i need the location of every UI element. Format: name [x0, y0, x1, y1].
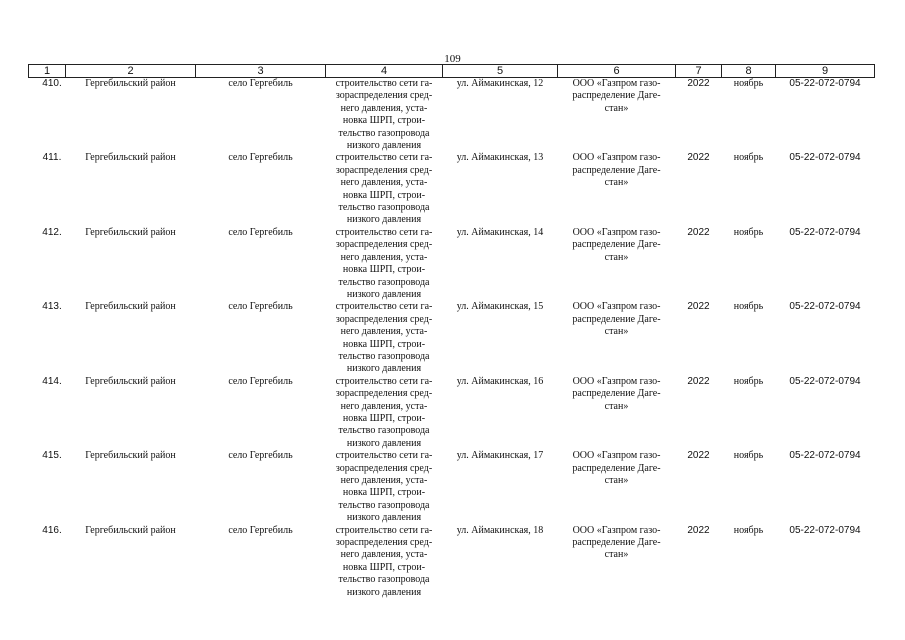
- works-cell-line: зораспределения сред-: [335, 388, 433, 400]
- works-cell-line: тельство газопровода: [338, 425, 430, 437]
- works-cell-line: тельство газопровода: [338, 350, 430, 362]
- works-cell-line: зораспределения сред-: [335, 90, 433, 102]
- works-cell-line: него давления, уста-: [340, 549, 428, 561]
- works-cell-line: строительство сети га-: [335, 524, 433, 536]
- works-cell-line: тельство газопровода: [338, 574, 430, 586]
- address-cell: ул. Аймакинская, 17: [456, 450, 544, 462]
- works-cell-line: строительство сети га-: [335, 78, 433, 89]
- works-cell: [326, 78, 443, 153]
- year-cell: 2022: [687, 226, 710, 238]
- works-cell-line: зораспределения сред-: [335, 462, 433, 474]
- row-number: 415.: [42, 450, 62, 462]
- table-body: [29, 78, 875, 600]
- works-cell-line: тельство газопровода: [338, 499, 430, 511]
- organization-cell-line: распределение Даге-: [572, 239, 661, 251]
- address-cell: ул. Аймакинская, 14: [456, 226, 544, 238]
- works-cell-line: новка ШРП, строи-: [342, 412, 426, 424]
- address-cell: ул. Аймакинская, 12: [456, 78, 544, 89]
- column-header: 8: [722, 65, 776, 78]
- column-header: 1: [29, 65, 66, 78]
- month-cell: ноябрь: [733, 524, 764, 536]
- table-row: [29, 78, 875, 153]
- row-number: 416.: [42, 524, 62, 536]
- address-cell: ул. Аймакинская, 16: [456, 375, 544, 387]
- district-cell: Гергебильский район: [85, 375, 176, 387]
- works-cell-line: него давления, уста-: [340, 400, 428, 412]
- organization-cell: [558, 301, 676, 375]
- works-cell-line: тельство газопровода: [338, 202, 430, 214]
- works-cell: [326, 450, 443, 524]
- district-cell: Гергебильский район: [85, 152, 176, 164]
- works-cell-line: новка ШРП, строи-: [342, 561, 426, 573]
- code-cell: 05-22-072-0794: [789, 226, 861, 238]
- page-number: 109: [444, 53, 461, 65]
- header-row: [29, 65, 875, 78]
- address-cell: ул. Аймакинская, 18: [456, 524, 544, 536]
- organization-cell-line: ООО «Газпром газо-: [572, 226, 661, 238]
- table-row: [29, 301, 875, 375]
- works-cell-line: строительство сети га-: [335, 450, 433, 462]
- organization-cell-line: стан»: [604, 400, 629, 412]
- works-cell: [326, 376, 443, 450]
- works-cell-line: низкого давления: [346, 288, 422, 300]
- organization-cell-line: ООО «Газпром газо-: [572, 78, 661, 89]
- works-cell-line: строительство сети га-: [335, 375, 433, 387]
- column-header: 9: [776, 65, 875, 78]
- district-cell: Гергебильский район: [85, 301, 176, 313]
- works-cell-line: него давления, уста-: [340, 177, 428, 189]
- works-cell-line: зораспределения сред-: [335, 537, 433, 549]
- row-number: 413.: [42, 301, 62, 313]
- organization-cell-line: распределение Даге-: [572, 537, 661, 549]
- month-cell: ноябрь: [733, 375, 764, 387]
- organization-cell: [558, 525, 676, 599]
- works-cell-line: низкого давления: [346, 214, 422, 226]
- organization-cell-line: стан»: [604, 549, 629, 561]
- month-cell: ноябрь: [733, 152, 764, 164]
- row-number: 414.: [42, 375, 62, 387]
- column-header: 4: [326, 65, 443, 78]
- column-header: 6: [558, 65, 676, 78]
- settlement-cell: село Гергебиль: [228, 78, 293, 89]
- code-cell: 05-22-072-0794: [789, 78, 861, 89]
- code-cell: 05-22-072-0794: [789, 375, 861, 387]
- works-cell-line: тельство газопровода: [338, 276, 430, 288]
- month-cell: ноябрь: [733, 78, 764, 89]
- table-row: [29, 152, 875, 226]
- row-number: 411.: [42, 152, 62, 164]
- address-cell: ул. Аймакинская, 15: [456, 301, 544, 313]
- organization-cell: [558, 450, 676, 524]
- organization-cell-line: ООО «Газпром газо-: [572, 375, 661, 387]
- works-cell-line: зораспределения сред-: [335, 239, 433, 251]
- organization-cell: [558, 227, 676, 301]
- district-cell: Гергебильский район: [85, 78, 176, 89]
- row-number: 412.: [42, 226, 62, 238]
- settlement-cell: село Гергебиль: [228, 301, 293, 313]
- address-cell: ул. Аймакинская, 13: [456, 152, 544, 164]
- district-cell: Гергебильский район: [85, 226, 176, 238]
- works-cell: [326, 301, 443, 375]
- table-row: [29, 227, 875, 301]
- works-cell-line: тельство газопровода: [338, 127, 430, 139]
- works-cell-line: зораспределения сред-: [335, 313, 433, 325]
- year-cell: 2022: [687, 152, 710, 164]
- works-cell-line: него давления, уста-: [340, 326, 428, 338]
- works-cell-line: новка ШРП, строи-: [342, 189, 426, 201]
- works-cell: [326, 525, 443, 599]
- works-cell: [326, 227, 443, 301]
- code-cell: 05-22-072-0794: [789, 301, 861, 313]
- organization-cell-line: ООО «Газпром газо-: [572, 450, 661, 462]
- organization-cell-line: ООО «Газпром газо-: [572, 524, 661, 536]
- code-cell: 05-22-072-0794: [789, 152, 861, 164]
- year-cell: 2022: [687, 78, 710, 89]
- row-number: 410.: [42, 78, 62, 89]
- organization-cell-line: стан»: [604, 102, 629, 114]
- works-cell: [326, 152, 443, 226]
- year-cell: 2022: [687, 375, 710, 387]
- organization-cell-line: ООО «Газпром газо-: [572, 152, 661, 164]
- works-cell-line: низкого давления: [346, 437, 422, 449]
- works-cell-line: низкого давления: [346, 363, 422, 375]
- column-header: 7: [676, 65, 722, 78]
- works-cell-line: него давления, уста-: [340, 475, 428, 486]
- settlement-cell: село Гергебиль: [228, 450, 293, 462]
- organization-cell-line: стан»: [604, 475, 629, 486]
- district-cell: Гергебильский район: [85, 524, 176, 536]
- works-cell-line: строительство сети га-: [335, 301, 433, 313]
- month-cell: ноябрь: [733, 450, 764, 462]
- works-cell-line: строительство сети га-: [335, 152, 433, 164]
- works-cell-line: строительство сети га-: [335, 226, 433, 238]
- organization-cell: [558, 78, 676, 153]
- organization-cell-line: распределение Даге-: [572, 462, 661, 474]
- organization-cell-line: распределение Даге-: [572, 90, 661, 102]
- table-row: [29, 525, 875, 599]
- works-cell-line: низкого давления: [346, 512, 422, 524]
- organization-cell-line: стан»: [604, 326, 629, 338]
- year-cell: 2022: [687, 524, 710, 536]
- register-table: [28, 64, 875, 599]
- organization-cell-line: распределение Даге-: [572, 388, 661, 400]
- month-cell: ноябрь: [733, 301, 764, 313]
- code-cell: 05-22-072-0794: [789, 450, 861, 462]
- organization-cell: [558, 152, 676, 226]
- district-cell: Гергебильский район: [85, 450, 176, 462]
- table-row: [29, 450, 875, 524]
- year-cell: 2022: [687, 301, 710, 313]
- column-header: 3: [196, 65, 326, 78]
- settlement-cell: село Гергебиль: [228, 226, 293, 238]
- works-cell-line: новка ШРП, строи-: [342, 115, 426, 127]
- works-cell-line: новка ШРП, строи-: [342, 264, 426, 276]
- settlement-cell: село Гергебиль: [228, 524, 293, 536]
- works-cell-line: низкого давления: [346, 586, 422, 598]
- settlement-cell: село Гергебиль: [228, 375, 293, 387]
- column-header: 5: [443, 65, 558, 78]
- settlement-cell: село Гергебиль: [228, 152, 293, 164]
- organization-cell-line: ООО «Газпром газо-: [572, 301, 661, 313]
- organization-cell-line: стан»: [604, 251, 629, 263]
- works-cell-line: низкого давления: [346, 140, 422, 152]
- works-cell-line: него давления, уста-: [340, 251, 428, 263]
- code-cell: 05-22-072-0794: [789, 524, 861, 536]
- works-cell-line: новка ШРП, строи-: [342, 487, 426, 499]
- works-cell-line: новка ШРП, строи-: [342, 338, 426, 350]
- works-cell-line: него давления, уста-: [340, 102, 428, 114]
- table-row: [29, 376, 875, 450]
- column-header: 2: [66, 65, 196, 78]
- works-cell-line: зораспределения сред-: [335, 164, 433, 176]
- organization-cell-line: стан»: [604, 177, 629, 189]
- month-cell: ноябрь: [733, 226, 764, 238]
- year-cell: 2022: [687, 450, 710, 462]
- organization-cell-line: распределение Даге-: [572, 164, 661, 176]
- organization-cell: [558, 376, 676, 450]
- organization-cell-line: распределение Даге-: [572, 313, 661, 325]
